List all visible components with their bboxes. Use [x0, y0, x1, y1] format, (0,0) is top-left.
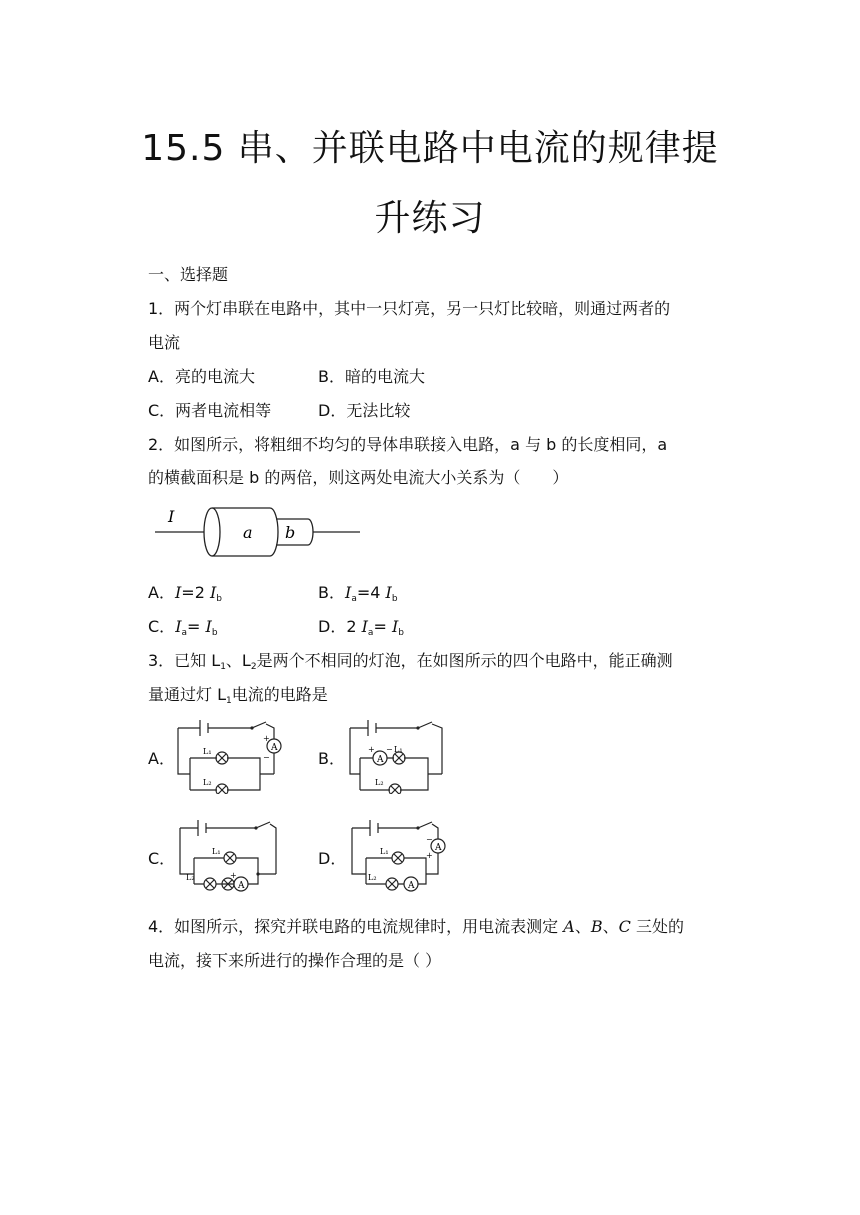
svg-text:L₂: L₂: [375, 778, 384, 787]
q3-stem-line1: 3．已知 $L_1$、$L_2$是两个不相同的灯泡，在如图所示的四个电路中，能正确测: [148, 651, 673, 672]
circuit-c: [172, 812, 284, 894]
q2-stem-line1: 2．如图所示，将粗细不均匀的导体串联接入电路，a 与 b 的长度相同，a: [148, 435, 668, 454]
circuit-d: [342, 812, 454, 894]
circuit-a: [170, 712, 282, 794]
svg-text:+: +: [368, 745, 375, 754]
svg-text:L₁: L₁: [380, 847, 389, 856]
q2-option-c: C．$I_a= I_b$: [148, 617, 218, 638]
svg-text:A: A: [435, 843, 442, 853]
q4-stem-line1: 4．如图所示，探究并联电路的电流规律时，用电流表测定 A、B、C 三处的: [148, 917, 684, 936]
q1-option-c: C．两者电流相等: [148, 401, 272, 420]
svg-text:L₁: L₁: [394, 745, 403, 754]
svg-text:A: A: [377, 755, 384, 765]
svg-text:−: −: [386, 745, 393, 754]
part-b-label: b: [285, 523, 296, 542]
current-label: I: [168, 507, 175, 526]
svg-text:A: A: [238, 881, 245, 891]
svg-text:−: −: [263, 753, 270, 762]
q3-option-d-label: D．: [318, 849, 347, 868]
svg-text:L₂: L₂: [186, 873, 195, 882]
q2-option-b: B．$I_a=4$ $I_b$: [318, 583, 398, 604]
q1-stem-line1: 1．两个灯串联在电路中，其中一只灯亮，另一只灯比较暗，则通过两者的: [148, 299, 671, 318]
q2-option-d: D．2 $I_a= I_b$: [318, 617, 404, 638]
svg-text:L₁: L₁: [203, 747, 212, 756]
svg-text:+: +: [263, 734, 270, 743]
q1-stem-line2: 电流: [148, 333, 181, 352]
q1-option-b: B．暗的电流大: [318, 367, 425, 386]
q3-option-c-label: C．: [148, 849, 176, 868]
svg-text:+: +: [426, 851, 433, 860]
svg-text:−: −: [426, 835, 433, 844]
q3-option-a-label: A．: [148, 749, 175, 768]
conductor-figure: [150, 500, 365, 562]
circuit-b: [342, 712, 454, 794]
q1-option-a: A．亮的电流大: [148, 367, 255, 386]
q3-stem-line2: 量通过灯 $L_1$电流的电路是: [148, 685, 328, 706]
page-title-line2: 升练习: [374, 198, 486, 239]
svg-text:A: A: [271, 743, 278, 753]
part-a-label: a: [243, 523, 253, 542]
q3-option-b-label: B．: [318, 749, 345, 768]
svg-text:L₂: L₂: [203, 778, 212, 787]
q2-option-a: A．I=2 $I_b$: [148, 583, 222, 604]
q1-option-d: D．无法比较: [318, 401, 411, 420]
svg-text:A: A: [408, 881, 415, 891]
svg-text:+: +: [230, 871, 237, 880]
section-heading: 一、选择题: [148, 265, 229, 284]
q2-stem-line2: 的横截面积是 b 的两倍，则这两处电流大小关系为（ ）: [148, 468, 569, 487]
page-title-line1: 15.5 串、并联电路中电流的规律提: [141, 128, 719, 169]
q4-stem-line2: 电流，接下来所进行的操作合理的是（ ）: [148, 951, 442, 970]
svg-text:L₂: L₂: [368, 873, 377, 882]
svg-text:L₁: L₁: [212, 847, 221, 856]
